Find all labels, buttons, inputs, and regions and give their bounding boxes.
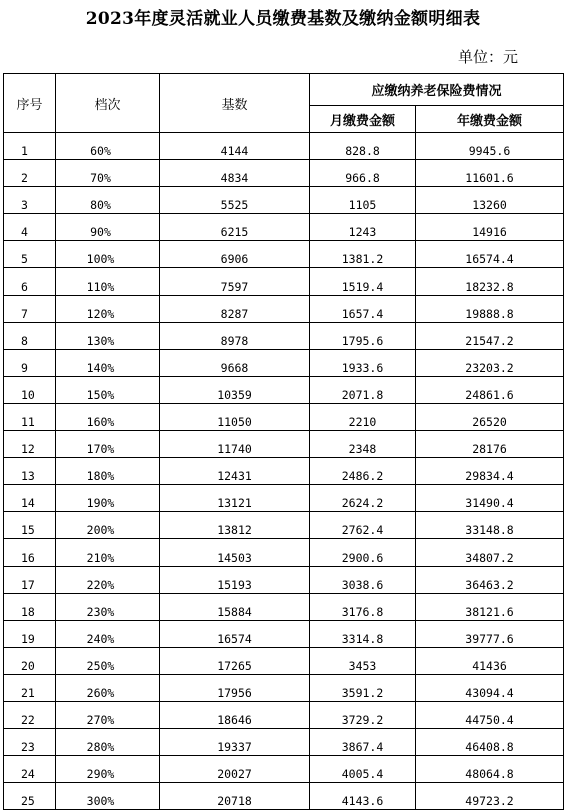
table-row [4,431,564,458]
row-tier: 140% [56,349,160,376]
document-title: 2023年度灵活就业人员缴费基数及缴纳金额明细表 [85,9,481,29]
row-base: 10359 [160,376,310,403]
row-yearly: 41436 [416,647,564,674]
table-row [4,187,564,214]
row-yearly: 18232.8 [416,268,564,295]
row-index: 11 [4,403,56,430]
row-base: 8978 [160,322,310,349]
row-tier: 100% [56,241,160,268]
row-monthly: 2348 [310,431,416,458]
row-base: 4834 [160,160,310,187]
row-tier: 60% [56,133,160,160]
header-monthly: 月缴费金额 [310,106,416,133]
contribution-table [3,73,564,810]
row-tier: 130% [56,322,160,349]
row-tier: 270% [56,701,160,728]
row-index: 6 [4,268,56,295]
table-row [4,756,564,783]
table-row [4,349,564,376]
header-yearly: 年缴费金额 [416,106,564,133]
header-tier: 档次 [56,74,160,133]
row-index: 16 [4,539,56,566]
row-tier: 250% [56,647,160,674]
row-yearly: 9945.6 [416,133,564,160]
table-row [4,214,564,241]
row-index: 21 [4,674,56,701]
row-monthly: 1795.6 [310,322,416,349]
row-base: 18646 [160,701,310,728]
row-index: 23 [4,729,56,756]
row-base: 13812 [160,512,310,539]
row-base: 6215 [160,214,310,241]
row-monthly: 3453 [310,647,416,674]
row-base: 6906 [160,241,310,268]
row-base: 11740 [160,431,310,458]
header-index: 序号 [4,74,56,133]
row-monthly: 2900.6 [310,539,416,566]
row-tier: 160% [56,403,160,430]
row-index: 18 [4,593,56,620]
row-index: 24 [4,756,56,783]
row-yearly: 14916 [416,214,564,241]
row-yearly: 29834.4 [416,458,564,485]
row-tier: 190% [56,485,160,512]
row-base: 16574 [160,620,310,647]
row-monthly: 3176.8 [310,593,416,620]
row-index: 12 [4,431,56,458]
row-tier: 80% [56,187,160,214]
table-row [4,512,564,539]
table-row [4,539,564,566]
row-monthly: 4143.6 [310,783,416,810]
row-index: 9 [4,349,56,376]
row-monthly: 2071.8 [310,376,416,403]
row-monthly: 3038.6 [310,566,416,593]
row-base: 11050 [160,403,310,430]
row-monthly: 1519.4 [310,268,416,295]
row-base: 4144 [160,133,310,160]
row-yearly: 19888.8 [416,295,564,322]
row-yearly: 23203.2 [416,349,564,376]
table-row [4,376,564,403]
row-monthly: 1105 [310,187,416,214]
table-row [4,620,564,647]
row-tier: 120% [56,295,160,322]
row-monthly: 966.8 [310,160,416,187]
row-yearly: 13260 [416,187,564,214]
row-index: 3 [4,187,56,214]
row-base: 14503 [160,539,310,566]
row-base: 5525 [160,187,310,214]
row-base: 19337 [160,729,310,756]
row-monthly: 2210 [310,403,416,430]
row-monthly: 3591.2 [310,674,416,701]
table-row [4,647,564,674]
row-base: 13121 [160,485,310,512]
row-index: 1 [4,133,56,160]
row-yearly: 21547.2 [416,322,564,349]
row-base: 12431 [160,458,310,485]
table-row [4,701,564,728]
row-tier: 200% [56,512,160,539]
row-tier: 300% [56,783,160,810]
row-index: 2 [4,160,56,187]
row-tier: 150% [56,376,160,403]
row-tier: 90% [56,214,160,241]
row-base: 9668 [160,349,310,376]
row-tier: 260% [56,674,160,701]
row-tier: 220% [56,566,160,593]
table-row [4,241,564,268]
row-monthly: 3867.4 [310,729,416,756]
row-tier: 70% [56,160,160,187]
row-monthly: 3314.8 [310,620,416,647]
unit-label: 单位：元 [458,48,519,66]
table-row [4,485,564,512]
row-yearly: 48064.8 [416,756,564,783]
table-body [4,133,564,810]
row-yearly: 39777.6 [416,620,564,647]
row-index: 22 [4,701,56,728]
table-row [4,268,564,295]
table-row [4,160,564,187]
row-yearly: 26520 [416,403,564,430]
row-yearly: 43094.4 [416,674,564,701]
table-row [4,593,564,620]
row-base: 8287 [160,295,310,322]
row-tier: 210% [56,539,160,566]
row-tier: 290% [56,756,160,783]
row-yearly: 33148.8 [416,512,564,539]
row-tier: 110% [56,268,160,295]
row-tier: 230% [56,593,160,620]
row-index: 13 [4,458,56,485]
row-monthly: 1933.6 [310,349,416,376]
row-index: 20 [4,647,56,674]
row-monthly: 828.8 [310,133,416,160]
row-tier: 170% [56,431,160,458]
table-row [4,783,564,810]
row-yearly: 36463.2 [416,566,564,593]
table-row [4,729,564,756]
row-base: 17956 [160,674,310,701]
row-monthly: 2762.4 [310,512,416,539]
row-index: 8 [4,322,56,349]
table-row [4,133,564,160]
row-yearly: 34807.2 [416,539,564,566]
row-index: 14 [4,485,56,512]
row-yearly: 49723.2 [416,783,564,810]
row-monthly: 2486.2 [310,458,416,485]
row-index: 10 [4,376,56,403]
row-index: 4 [4,214,56,241]
row-monthly: 4005.4 [310,756,416,783]
row-monthly: 1243 [310,214,416,241]
row-yearly: 44750.4 [416,701,564,728]
row-base: 20027 [160,756,310,783]
row-yearly: 31490.4 [416,485,564,512]
row-index: 17 [4,566,56,593]
table-row [4,295,564,322]
row-base: 15884 [160,593,310,620]
row-base: 17265 [160,647,310,674]
table-row [4,674,564,701]
row-yearly: 16574.4 [416,241,564,268]
row-base: 7597 [160,268,310,295]
row-yearly: 24861.6 [416,376,564,403]
row-tier: 240% [56,620,160,647]
row-monthly: 2624.2 [310,485,416,512]
row-monthly: 3729.2 [310,701,416,728]
row-monthly: 1657.4 [310,295,416,322]
row-index: 5 [4,241,56,268]
table-row [4,403,564,430]
row-yearly: 38121.6 [416,593,564,620]
table-row [4,322,564,349]
row-index: 25 [4,783,56,810]
row-base: 15193 [160,566,310,593]
row-yearly: 46408.8 [416,729,564,756]
row-yearly: 11601.6 [416,160,564,187]
row-yearly: 28176 [416,431,564,458]
row-tier: 180% [56,458,160,485]
header-base: 基数 [160,74,310,133]
row-tier: 280% [56,729,160,756]
table-row [4,458,564,485]
row-index: 15 [4,512,56,539]
table-row [4,566,564,593]
row-monthly: 1381.2 [310,241,416,268]
row-base: 20718 [160,783,310,810]
row-index: 19 [4,620,56,647]
row-index: 7 [4,295,56,322]
header-pension-group: 应缴纳养老保险费情况 [310,74,564,106]
